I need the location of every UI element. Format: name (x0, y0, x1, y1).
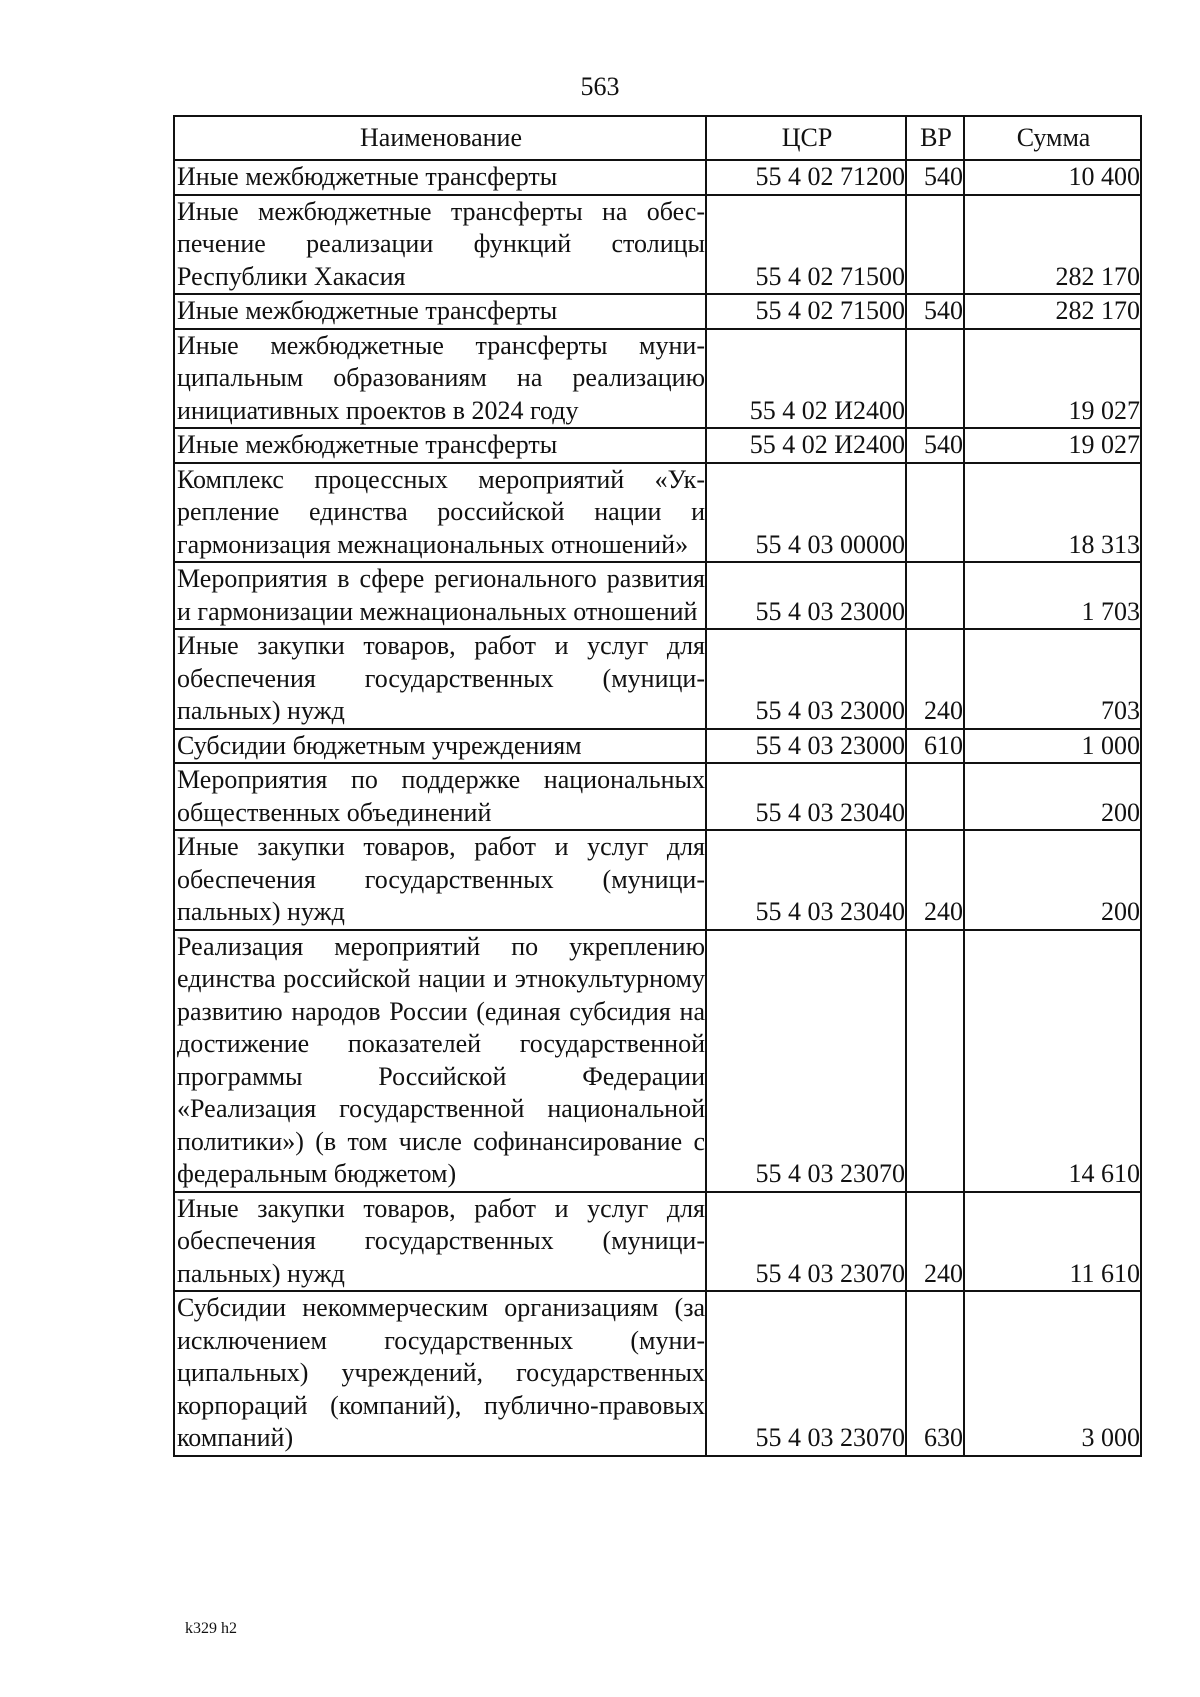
cell-sum: 18 313 (964, 463, 1141, 563)
table-row (174, 1291, 1141, 1456)
cell-csr: 55 4 02 71200 (706, 160, 906, 195)
cell-name: Иные закупки товаров, работ и услуг для обеспечения государственных (муниципальных) нужд (174, 629, 706, 729)
cell-name: Иные межбюджетные трансферты муниципальным образованиям на реализацию инициативных проектов в 2024 году (174, 329, 706, 429)
cell-vr (906, 329, 964, 429)
cell-csr: 55 4 03 23070 (706, 1291, 906, 1456)
cell-csr: 55 4 02 И2400 (706, 329, 906, 429)
table-row (174, 294, 1141, 329)
cell-csr: 55 4 03 23040 (706, 830, 906, 930)
cell-csr: 55 4 02 71500 (706, 294, 906, 329)
table-row (174, 562, 1141, 629)
table-row (174, 428, 1141, 463)
cell-sum: 11 610 (964, 1192, 1141, 1292)
cell-name: Мероприятия в сфере регионального развития и гармонизации межнациональных отношений (174, 562, 706, 629)
cell-csr: 55 4 03 00000 (706, 463, 906, 563)
table-row (174, 930, 1141, 1192)
cell-csr: 55 4 03 23000 (706, 729, 906, 764)
cell-vr: 630 (906, 1291, 964, 1456)
table-row (174, 729, 1141, 764)
cell-sum: 14 610 (964, 930, 1141, 1192)
table-row (174, 629, 1141, 729)
cell-name: Иные закупки товаров, работ и услуг для обеспечения государственных (муниципальных) нужд (174, 1192, 706, 1292)
cell-vr (906, 763, 964, 830)
cell-vr: 240 (906, 830, 964, 930)
cell-sum: 282 170 (964, 195, 1141, 295)
cell-name: Иные межбюджетные трансферты (174, 428, 706, 463)
cell-name: Субсидии бюджетным учреждениям (174, 729, 706, 764)
cell-name: Комплекс процессных мероприятий «Укрепление единства российской нации и гармонизация межнациональных отношений» (174, 463, 706, 563)
cell-sum: 200 (964, 763, 1141, 830)
cell-csr: 55 4 03 23000 (706, 562, 906, 629)
table-row (174, 195, 1141, 295)
cell-sum: 282 170 (964, 294, 1141, 329)
cell-vr: 540 (906, 160, 964, 195)
table-row (174, 329, 1141, 429)
cell-vr (906, 195, 964, 295)
cell-vr: 240 (906, 1192, 964, 1292)
cell-sum: 703 (964, 629, 1141, 729)
header-name: Наименование (174, 116, 706, 160)
cell-csr: 55 4 03 23040 (706, 763, 906, 830)
cell-csr: 55 4 03 23070 (706, 930, 906, 1192)
table-row (174, 1192, 1141, 1292)
cell-csr: 55 4 02 71500 (706, 195, 906, 295)
budget-table (173, 115, 1142, 1457)
table-row (174, 463, 1141, 563)
header-vr: ВР (906, 116, 964, 160)
cell-sum: 19 027 (964, 329, 1141, 429)
cell-vr: 610 (906, 729, 964, 764)
cell-name: Иные межбюджетные трансферты (174, 160, 706, 195)
cell-name: Субсидии некоммерческим организациям (за исключением государственных (муниципальных) учреждений, государственных корпораций (компаний), публично-правовых компаний) (174, 1291, 706, 1456)
cell-vr (906, 463, 964, 563)
cell-name: Реализация мероприятий по укреплению единства российской нации и этнокультурному развитию народов России (единая субсидия на достижение показателей государственной программы Российской Федерации «Реализация государственной национальной политики») (в том числе софинансирование с федеральным бюджетом) (174, 930, 706, 1192)
cell-vr: 240 (906, 629, 964, 729)
cell-name: Иные межбюджетные трансферты (174, 294, 706, 329)
table-row (174, 763, 1141, 830)
table-header-row (174, 116, 1141, 160)
table-row (174, 160, 1141, 195)
cell-vr: 540 (906, 294, 964, 329)
cell-sum: 1 703 (964, 562, 1141, 629)
cell-csr: 55 4 03 23070 (706, 1192, 906, 1292)
document-code: k329 h2 (185, 1620, 237, 1637)
cell-vr (906, 562, 964, 629)
header-sum: Сумма (964, 116, 1141, 160)
table-row (174, 830, 1141, 930)
header-csr: ЦСР (706, 116, 906, 160)
cell-vr (906, 930, 964, 1192)
cell-csr: 55 4 02 И2400 (706, 428, 906, 463)
cell-sum: 200 (964, 830, 1141, 930)
cell-sum: 1 000 (964, 729, 1141, 764)
cell-csr: 55 4 03 23000 (706, 629, 906, 729)
cell-name: Иные межбюджетные трансферты на обеспечение реализации функций столицы Республики Хакасия (174, 195, 706, 295)
page-number: 563 (580, 72, 620, 101)
cell-name: Мероприятия по поддержке национальных общественных объединений (174, 763, 706, 830)
cell-sum: 10 400 (964, 160, 1141, 195)
cell-sum: 19 027 (964, 428, 1141, 463)
cell-vr: 540 (906, 428, 964, 463)
cell-sum: 3 000 (964, 1291, 1141, 1456)
cell-name: Иные закупки товаров, работ и услуг для обеспечения государственных (муниципальных) нужд (174, 830, 706, 930)
